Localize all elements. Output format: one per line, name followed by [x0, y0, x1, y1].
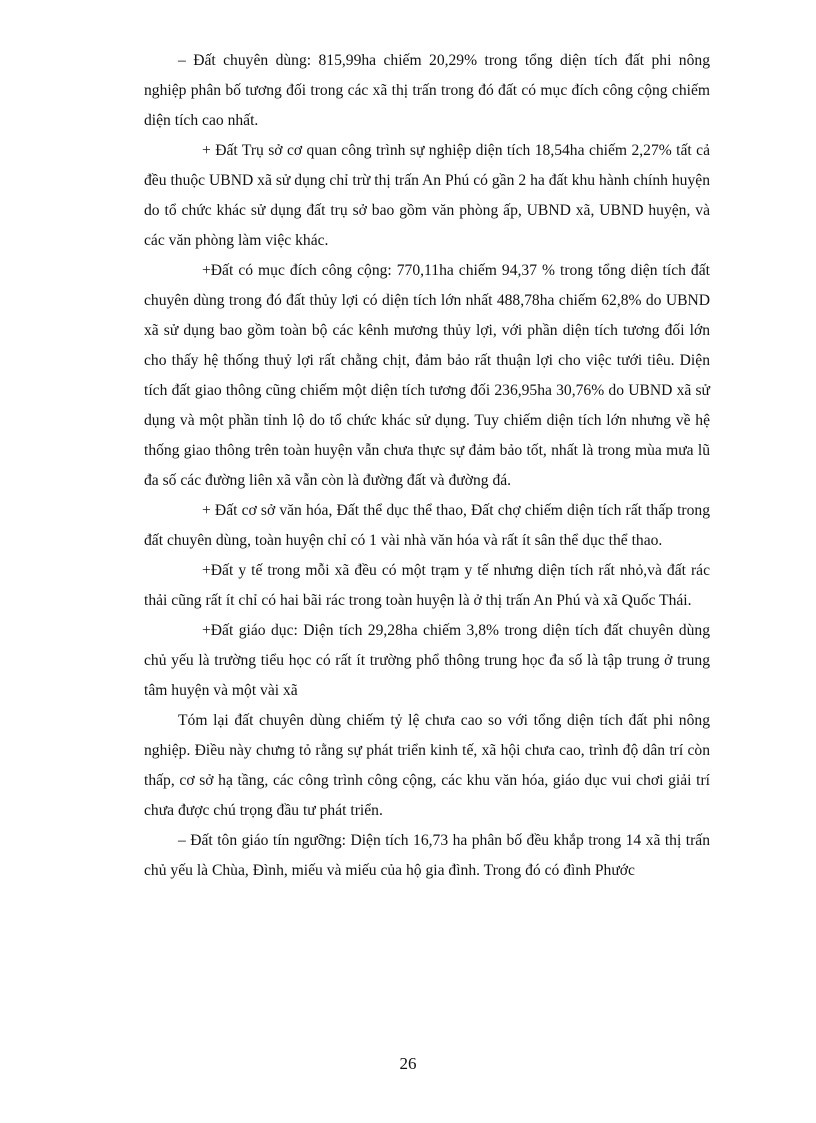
paragraph-dat-tru-so: + Đất Trụ sở cơ quan công trình sự nghiệp diện tích 18,54ha chiếm 2,27% tất cả đều thuộc UBND xã sử dụng chỉ trừ thị trấn An Phú có gần 2 ha đất khu hành chính huyện do tổ chức khác sử dụng đất trụ sở bao gồm văn phòng ấp, UBND xã, UBND huyện, và các văn phòng làm việc khác. — [144, 142, 710, 249]
document-body — [144, 46, 710, 886]
paragraph-dat-ton-giao: – Đất tôn giáo tín ngưỡng: Diện tích 16,73 ha phân bố đều khắp trong 14 xã thị trấn chủ yếu là Chùa, Đình, miếu và miếu của hộ gia đình. Trong đó có đình Phước — [144, 832, 710, 879]
paragraph-tom-lai: Tóm lại đất chuyên dùng chiếm tỷ lệ chưa cao so với tổng diện tích đất phi nông nghiệp. Điều này chưng tỏ rằng sự phát triển kinh tế, xã hội chưa cao, trình độ dân trí còn thấp, cơ sở hạ tầng, các công trình công cộng, các khu văn hóa, giáo dục vui chơi giải trí chưa được chú trọng đầu tư phát triển. — [144, 712, 710, 819]
paragraph-dat-cong-cong: +Đất có mục đích công cộng: 770,11ha chiếm 94,37 % trong tổng diện tích đất chuyên dùng trong đó đất thủy lợi có diện tích lớn nhất 488,78ha chiếm 62,8% do UBND xã sử dụng bao gồm toàn bộ các kênh mương thủy lợi, với phần diện tích tương đối lớn cho thấy hệ thống thuỷ lợi rất chằng chịt, đảm bảo rất thuận lợi cho việc tưới tiêu. Diện tích đất giao thông cũng chiếm một diện tích tương đối 236,95ha 30,76% do UBND xã sử dụng và một phần tỉnh lộ do tổ chức khác sử dụng. Tuy chiếm diện tích lớn nhưng về hệ thống giao thông trên toàn huyện vẫn chưa thực sự đảm bảo tốt, nhất là trong mùa mưa lũ đa số các đường liên xã vẫn còn là đường đất và đường đá. — [144, 262, 710, 489]
paragraph-dat-chuyen-dung: – Đất chuyên dùng: 815,99ha chiếm 20,29% trong tổng diện tích đất phi nông nghiệp phân bố tương đối trong các xã thị trấn trong đó đất có mục đích công cộng chiếm diện tích cao nhất. — [144, 52, 710, 129]
paragraph-dat-y-te: +Đất y tế trong mỗi xã đều có một trạm y tế nhưng diện tích rất nhỏ,và đất rác thải cũng rất ít chỉ có hai bãi rác trong toàn huyện là ở thị trấn An Phú và xã Quốc Thái. — [144, 562, 710, 609]
page-number: 26 — [399, 1054, 417, 1073]
paragraph-dat-giao-duc: +Đất giáo dục: Diện tích 29,28ha chiếm 3,8% trong diện tích đất chuyên dùng chủ yếu là trường tiểu học có rất ít trường phổ thông trung học đa số là tập trung ở trung tâm huyện và một vài xã — [144, 622, 710, 699]
paragraph-dat-van-hoa: + Đất cơ sở văn hóa, Đất thể dục thể thao, Đất chợ chiếm diện tích rất thấp trong đất chuyên dùng, toàn huyện chỉ có 1 vài nhà văn hóa và rất ít sân thể dục thể thao. — [144, 502, 710, 549]
